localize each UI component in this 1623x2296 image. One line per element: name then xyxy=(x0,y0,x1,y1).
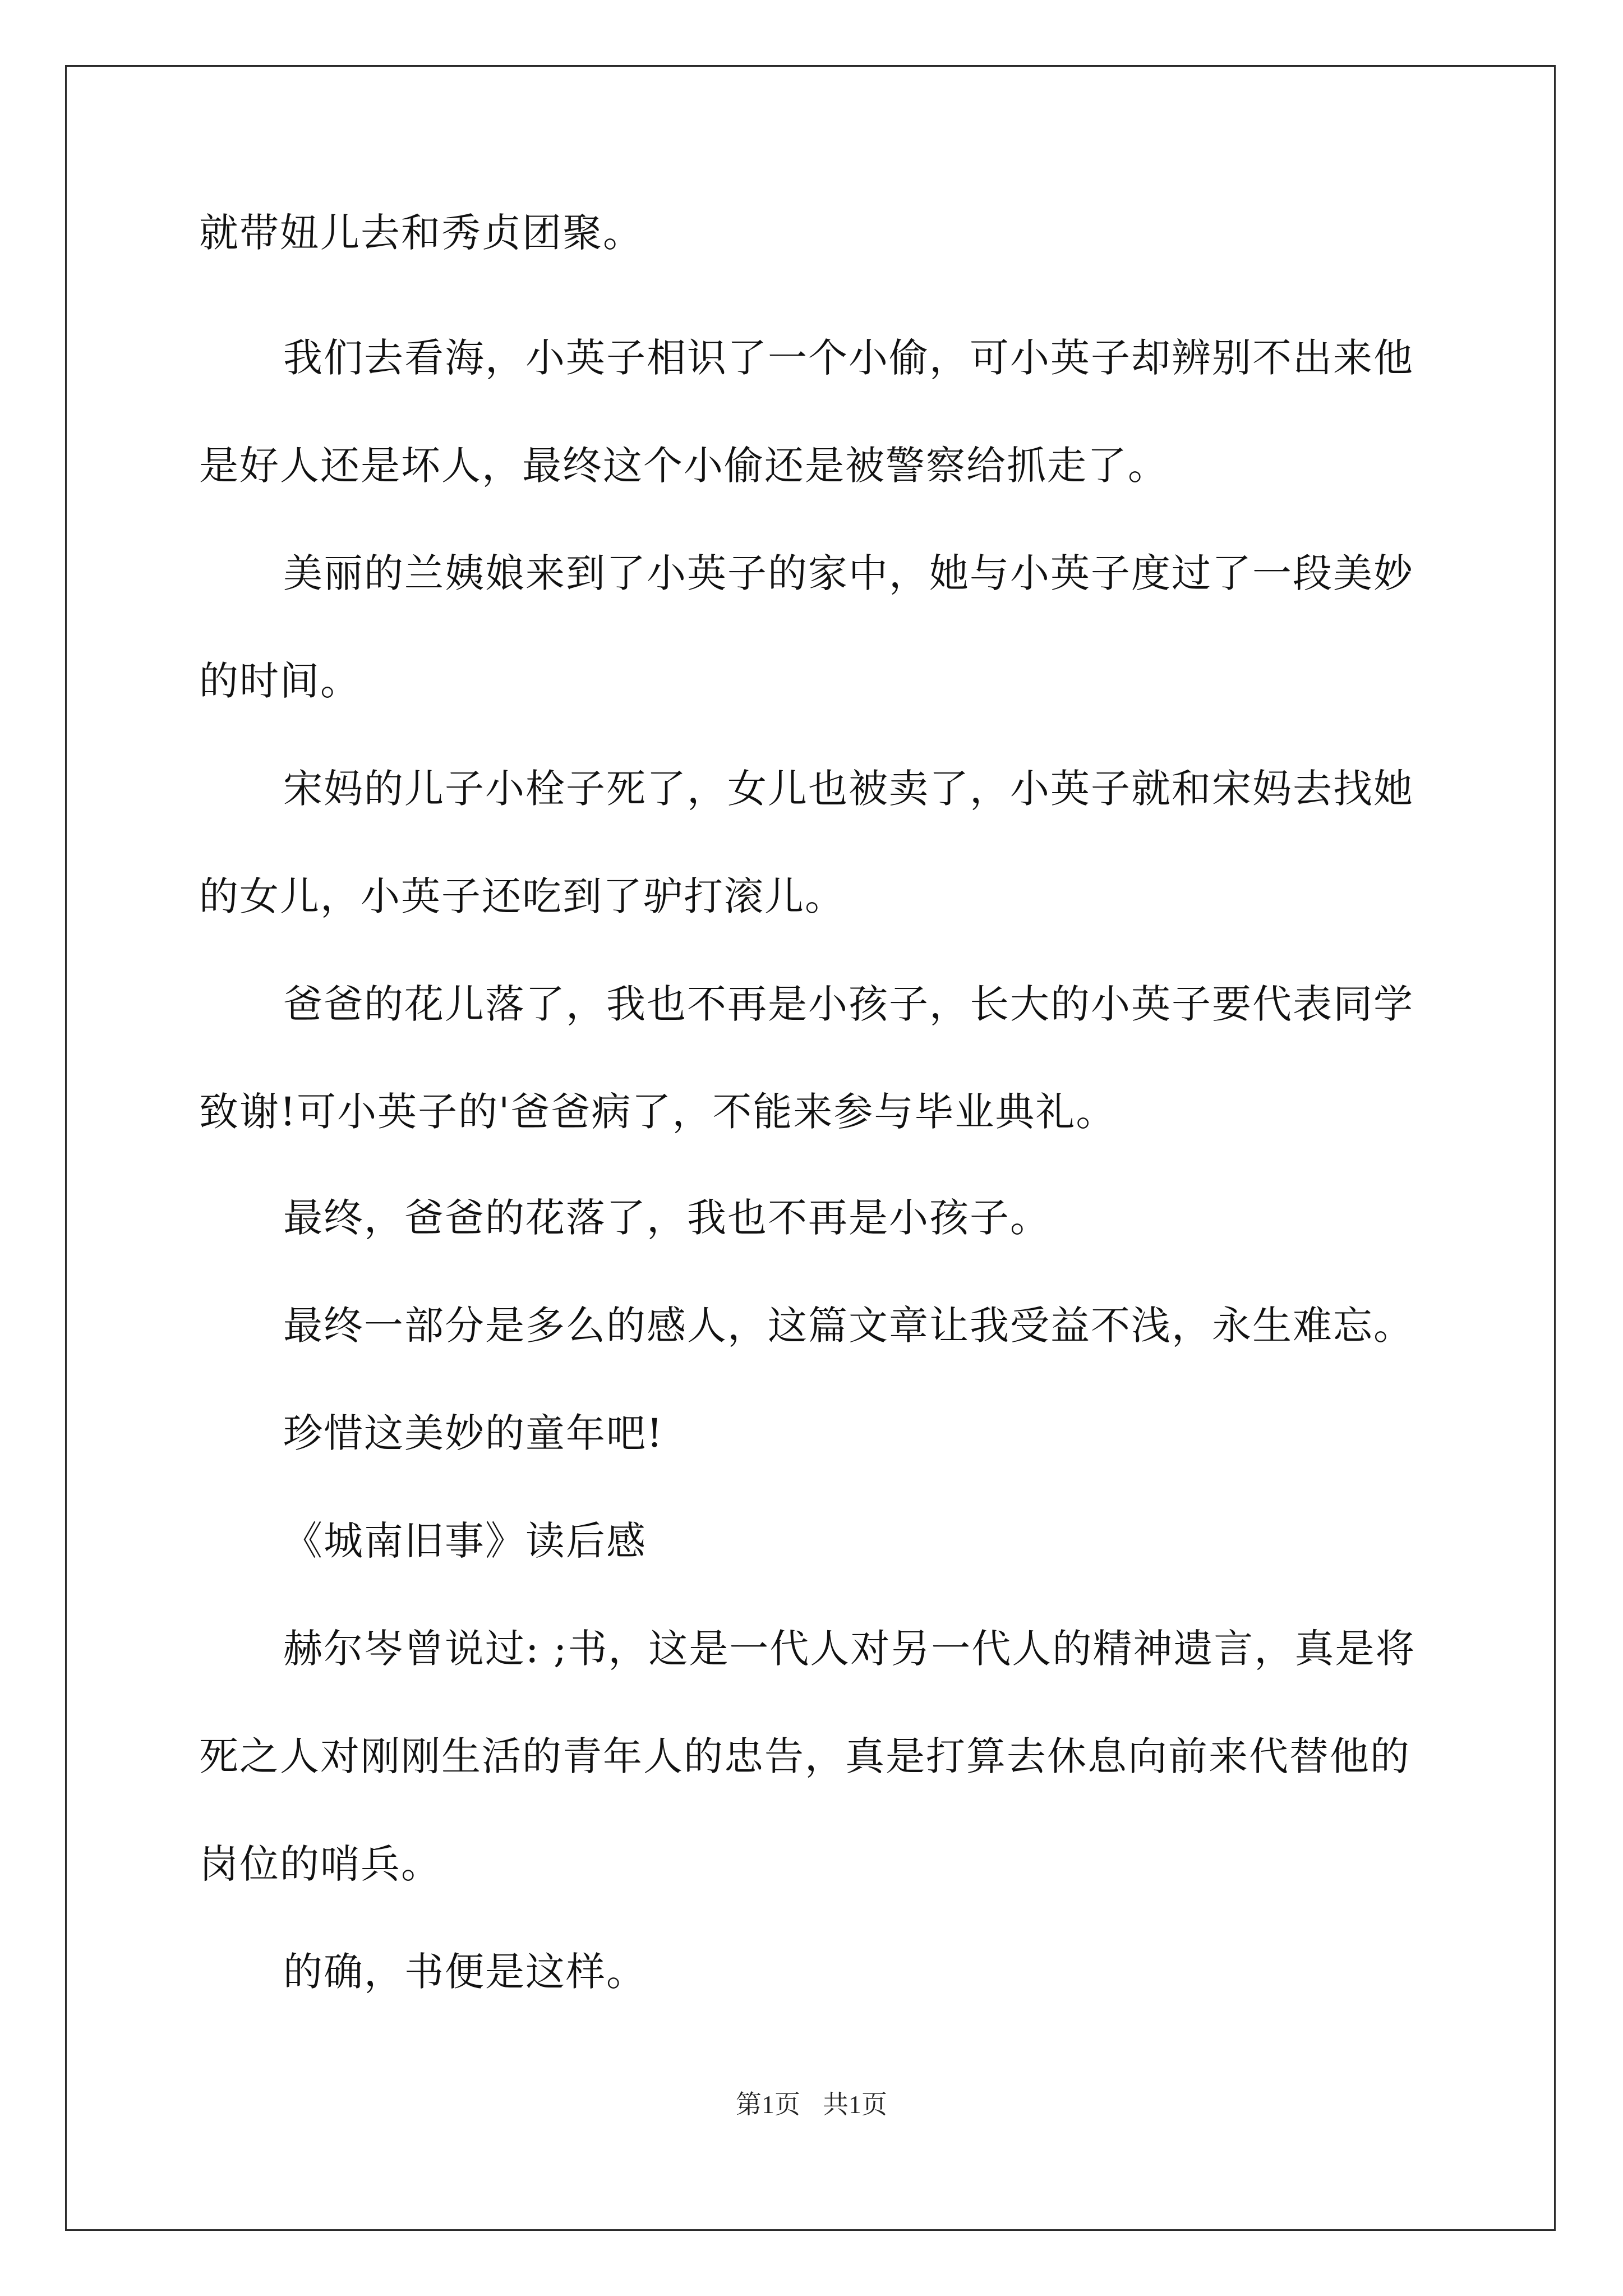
text-line: 宋妈的儿子小栓子死了，女儿也被卖了，小英子就和宋妈去找她 xyxy=(283,766,1414,812)
text-line: 死之人对刚刚生活的青年人的忠告，真是打算去休息向前来代替他的 xyxy=(199,1733,1410,1779)
text-line: 岗位的哨兵。 xyxy=(199,1841,441,1887)
text-line: 我们去看海，小英子相识了一个小偷，可小英子却辨别不出来他 xyxy=(283,335,1414,381)
text-line: 就带妞儿去和秀贞团聚。 xyxy=(199,210,643,256)
text-line: 的确，书便是这样。 xyxy=(283,1949,647,1995)
section-heading: 《城南旧事》读后感 xyxy=(283,1518,647,1564)
text-line: 是好人还是坏人，最终这个小偷还是被警察给抓走了。 xyxy=(199,443,1168,489)
text-line: 最终一部分是多么的感人，这篇文章让我受益不浅，永生难忘。 xyxy=(283,1303,1414,1349)
text-line: 致谢!可小英子的'爸爸病了，不能来参与毕业典礼。 xyxy=(199,1089,1117,1135)
text-line: 的女儿，小英子还吃到了驴打滚儿。 xyxy=(199,873,845,919)
text-line: 美丽的兰姨娘来到了小英子的家中，她与小英子度过了一段美妙 xyxy=(283,550,1414,596)
page-number: 第1页 xyxy=(736,2090,800,2119)
page-footer xyxy=(0,2089,1623,2120)
text-line: 爸爸的花儿落了，我也不再是小孩子，长大的小英子要代表同学 xyxy=(283,981,1414,1027)
page-border xyxy=(65,65,1556,2231)
text-line: 最终，爸爸的花落了，我也不再是小孩子。 xyxy=(283,1195,1050,1241)
text-line: 赫尔岑曾说过: ;书，这是一代人对另一代人的精神遗言，真是将 xyxy=(283,1626,1416,1672)
page-total: 共1页 xyxy=(823,2090,887,2119)
text-line: 的时间。 xyxy=(199,658,361,704)
text-line: 珍惜这美妙的童年吧! xyxy=(283,1410,664,1456)
